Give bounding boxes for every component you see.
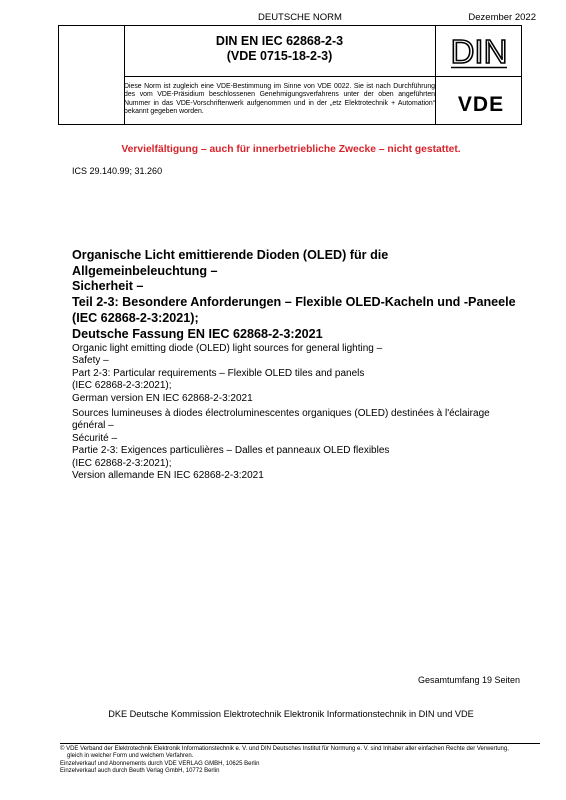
english-title-line: Safety – — [72, 355, 109, 367]
frame-divider-right — [435, 26, 436, 124]
document-type-label: DEUTSCHE NORM — [258, 12, 342, 23]
footer-line: gleich in welcher Form und welchem Verfahren. — [67, 753, 194, 760]
frame-divider-middle — [124, 76, 521, 77]
german-title-line: Organische Licht emittierende Dioden (OLED) für die — [72, 248, 389, 262]
vde-classification-number: (VDE 0715-18-2-3) — [226, 49, 333, 63]
footer-line: Einzelverkauf auch durch Beuth Verlag GmbH, 10772 Berlin — [60, 767, 220, 774]
vde-logo-text: VDE — [457, 93, 505, 113]
standard-number-box — [124, 34, 435, 64]
copyright-footer — [60, 746, 540, 775]
din-logo-text: DIN — [450, 33, 508, 70]
german-title-line: Sicherheit – — [72, 279, 144, 294]
footer-line: Einzelverkauf und Abonnements durch VDE VERLAG GMBH, 10625 Berlin — [60, 760, 260, 767]
german-title — [72, 248, 522, 342]
english-title-line: German version EN IEC 62868-2-3:2021 — [72, 392, 253, 404]
german-title-line: Allgemeinbeleuchtung – — [72, 263, 218, 278]
english-title-line: Organic light emitting diode (OLED) light sources for general lighting – — [72, 343, 383, 354]
german-title-line: (IEC 62868-2-3:2021); — [72, 310, 199, 325]
german-title-line: Deutsche Fassung EN IEC 62868-2-3:2021 — [72, 326, 323, 341]
english-title-line: Part 2-3: Particular requirements – Flexible OLED tiles and panels — [72, 367, 365, 379]
vde-regulation-note: Diese Norm ist zugleich eine VDE-Bestimmung im Sinne von VDE 0022. Sie ist nach Durchführung des vom VDE-Präsidium beschlossenen Genehmigungsverfahrens unter der oben angeführten Nummer in das VDE-Vorschriftenwerk aufgenommen und in der „etz Elektrotechnik + Automation“ bekannt gegeben worden. — [124, 83, 435, 115]
english-title-line: (IEC 62868-2-3:2021); — [72, 380, 172, 392]
german-title-line: Teil 2-3: Besondere Anforderungen – Flexible OLED-Kacheln und -Paneele — [72, 295, 516, 310]
english-title — [72, 343, 512, 405]
french-title-line: Sources lumineuses à diodes électroluminescentes organiques (OLED) destinées à l'éclairage général – — [72, 408, 490, 432]
french-title-line: Version allemande EN IEC 62868-2-3:2021 — [72, 470, 264, 482]
french-title-line: Sécurité – — [72, 432, 118, 444]
french-title-line: Partie 2-3: Exigences particulières – Dalles et panneaux OLED flexibles — [72, 445, 390, 457]
standard-number: DIN EN IEC 62868-2-3 — [215, 34, 344, 48]
french-title — [72, 408, 512, 482]
dke-publisher-line: DKE Deutsche Kommission Elektrotechnik Elektronik Informationstechnik in DIN und VDE — [108, 709, 474, 719]
french-title-line: (IEC 62868-2-3:2021); — [72, 457, 172, 469]
footer-divider — [60, 743, 540, 744]
footer-line: © VDE Verband der Elektrotechnik Elektronik Informationstechnik e. V. und DIN Deutsches Institut für Normung e. V. sind Inhaber aller einfachen Rechte der Verwertung, — [60, 746, 509, 752]
total-pages: Gesamtumfang 19 Seiten — [417, 675, 520, 685]
vde-logo — [448, 93, 514, 113]
publication-date: Dezember 2022 — [468, 12, 536, 23]
ics-code: ICS 29.140.99; 31.260 — [72, 166, 163, 176]
copy-restriction-warning: Vervielfältigung – auch für innerbetriebliche Zwecke – nicht gestattet. — [121, 144, 461, 155]
din-logo — [447, 33, 511, 70]
